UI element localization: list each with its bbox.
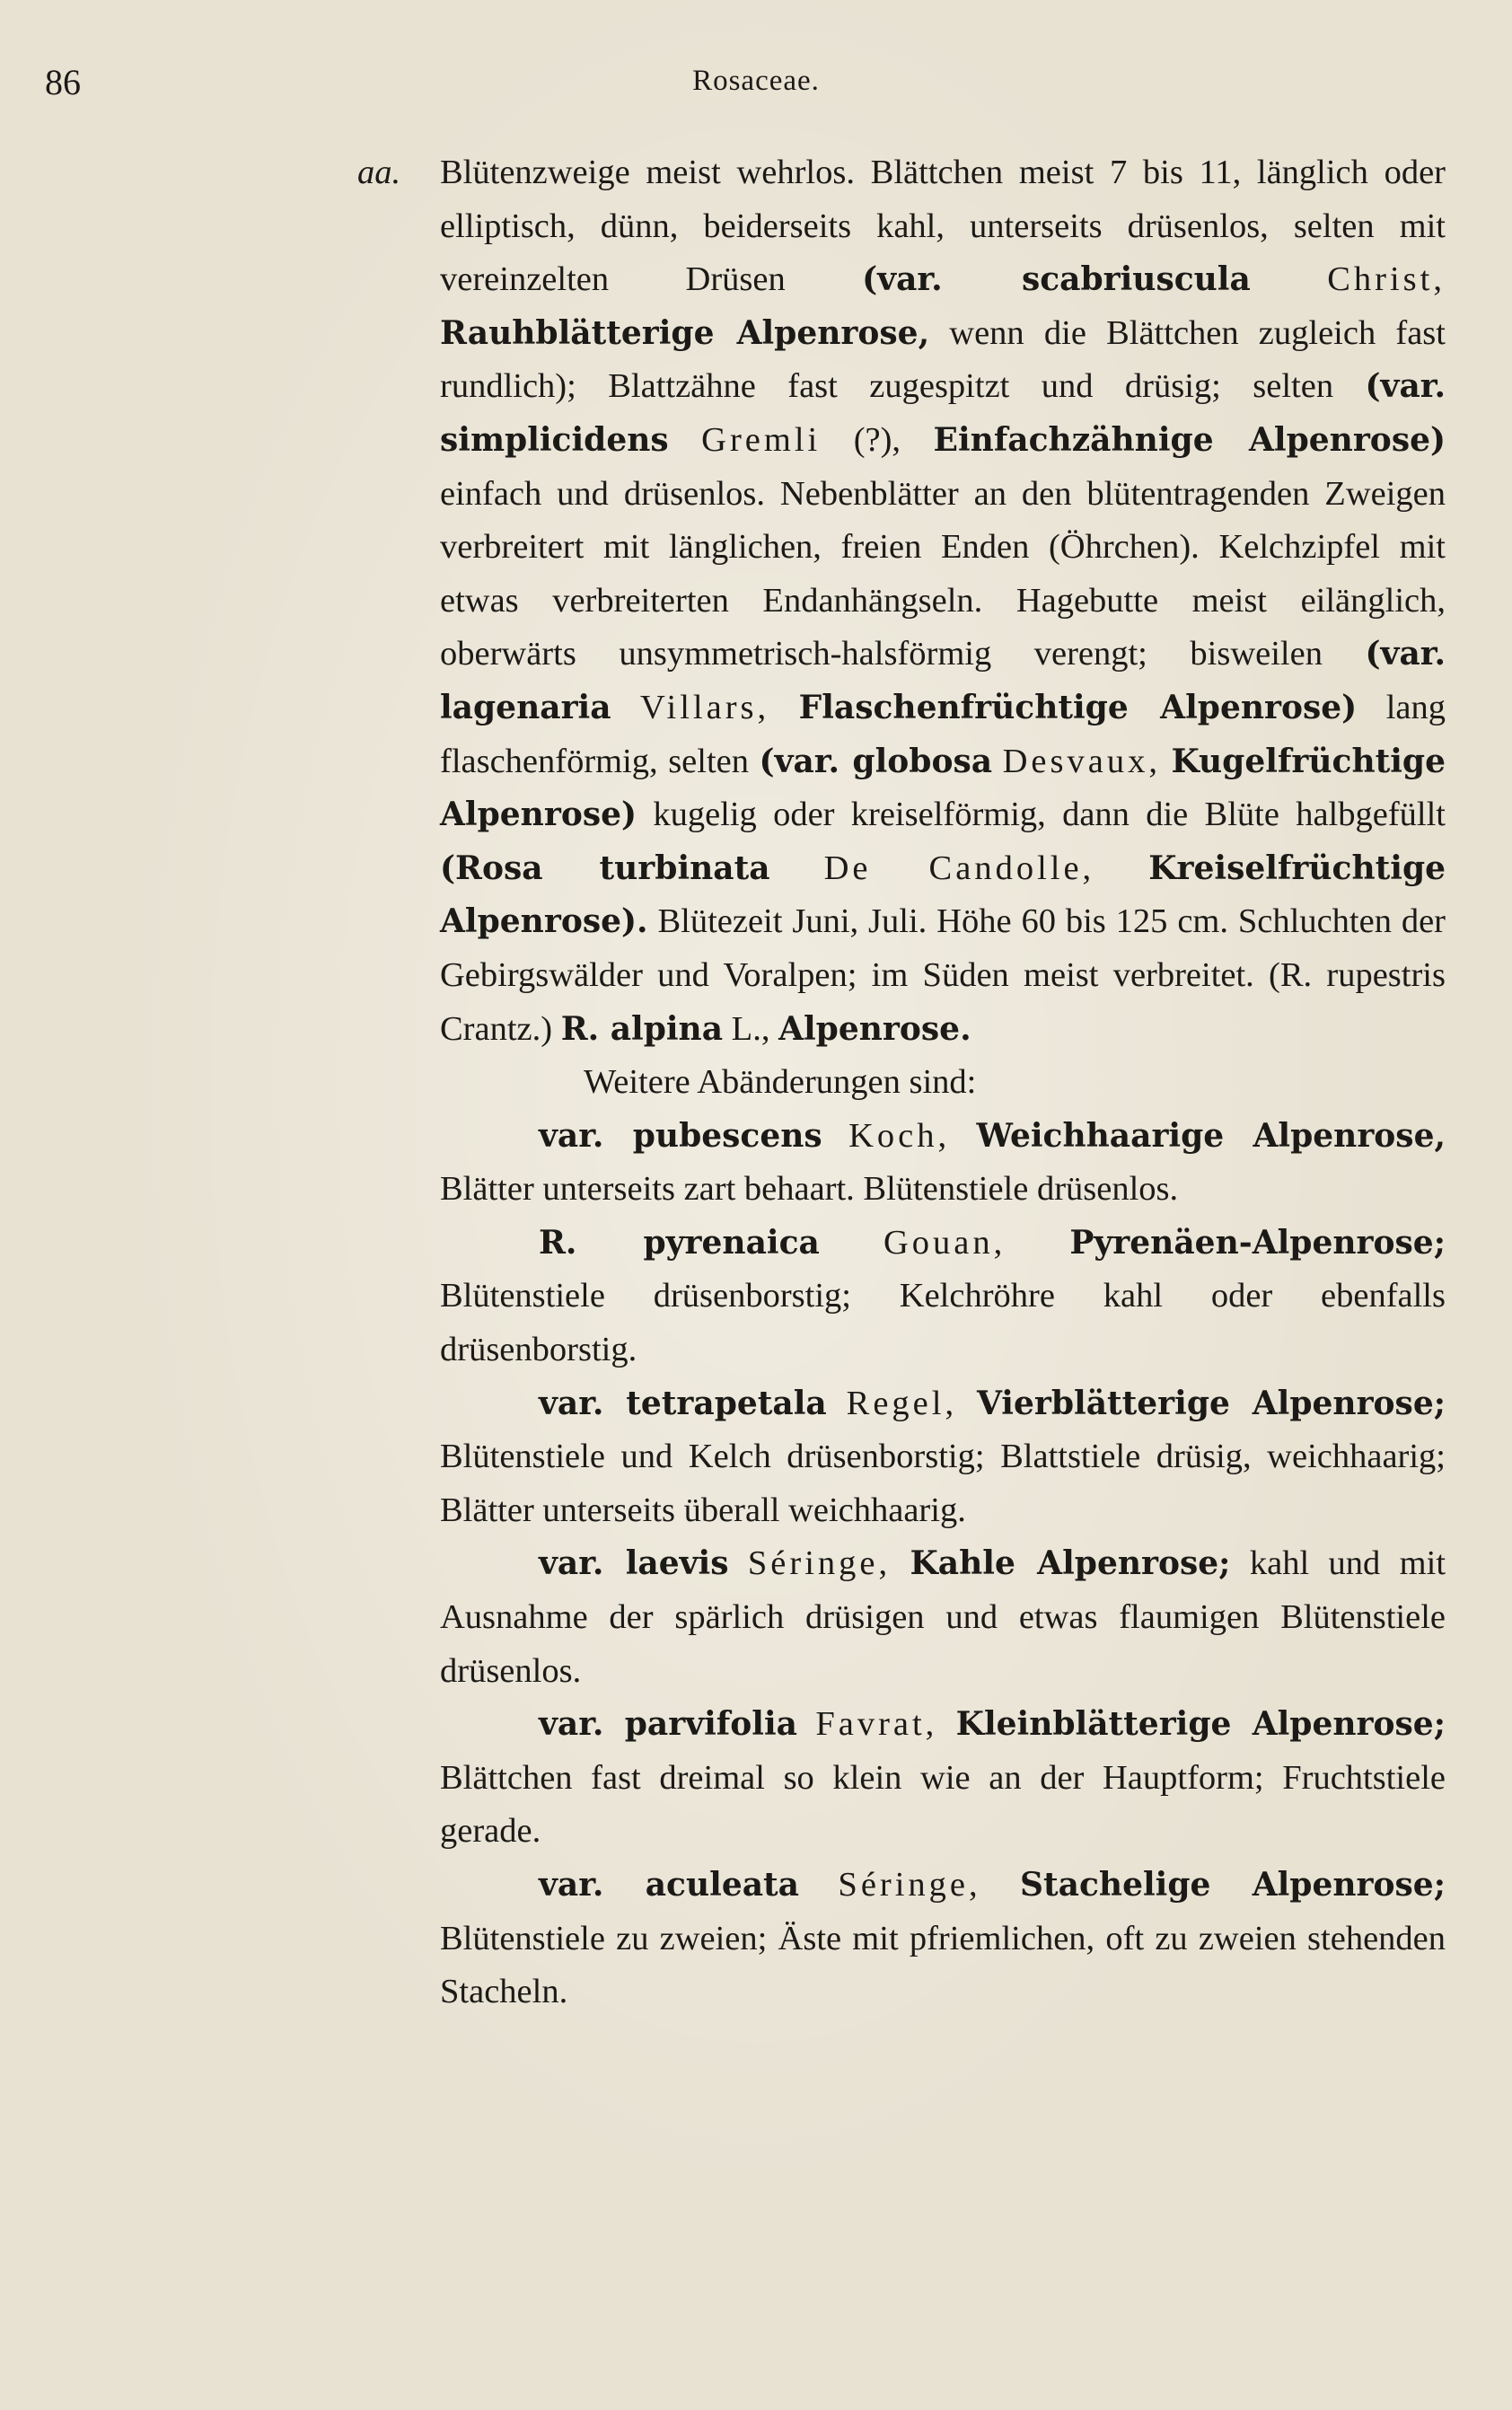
entry-text: wenn die Blättchen zugleich fast rundlich); Blattzähne fast zugespitzt und drüsig; selten — [440, 313, 1446, 406]
variety-name: (var. scabriuscula — [862, 260, 1251, 299]
entry-text: kugelig oder kreiselförmig, dann die Blüte halbgefüllt — [637, 796, 1446, 834]
entry-text: einfach und drüsenlos. Nebenblätter an den blütentragenden Zweigen verbreitert mit länglichen, freien Enden (Öhrchen). Kelchzipfel mit etwas verbreiterten Endanhängseln. Hagebutte meist eilänglich, oberwärts unsymmetrisch-halsförmig verengt; bisweilen — [440, 474, 1446, 673]
variety-name: (var. simplicidens — [440, 367, 1446, 459]
entry-aa — [357, 146, 1446, 1056]
entry-var-laevis — [440, 1537, 1446, 1698]
common-name: Kleinblätterige Alpenrose; — [955, 1705, 1446, 1744]
author-name: Desvaux, — [1002, 742, 1161, 780]
author-name: Koch, — [848, 1116, 951, 1155]
entry-marker: aa. — [357, 154, 401, 191]
species-name: R. pyrenaica — [539, 1223, 820, 1262]
author-name: De Candolle, — [823, 849, 1095, 887]
entry-var-pubescens — [440, 1110, 1446, 1217]
variety-name: var. parvifolia — [539, 1705, 797, 1744]
common-name: Alpenrose. — [778, 1009, 971, 1048]
entry-r-pyrenaica — [440, 1217, 1446, 1377]
entry-var-parvifolia — [440, 1698, 1446, 1859]
variants-intro: Weitere Abänderungen sind: — [584, 1063, 977, 1102]
page-number: 86 — [45, 62, 81, 102]
entry-text: Blätter unterseits zart behaart. Blütenstiele drüsenlos. — [440, 1170, 1179, 1209]
common-name: Kahle Alpenrose; — [910, 1544, 1231, 1583]
author-name: Villars, — [640, 688, 770, 726]
entry-text: L., — [723, 1009, 779, 1048]
author-name: Christ, — [1327, 260, 1446, 299]
common-name: Pyrenäen-Alpenrose; — [1069, 1223, 1446, 1262]
entry-text: lang flaschenförmig, selten — [440, 688, 1446, 780]
species-name: (Rosa turbinata — [440, 849, 770, 887]
variety-name: var. tetrapetala — [539, 1384, 827, 1422]
common-name: Stachelige Alpenrose; — [1020, 1866, 1446, 1904]
common-name: Weichhaarige Alpenrose, — [976, 1116, 1446, 1155]
species-name: R. alpina — [560, 1009, 724, 1048]
author-name: Séringe, — [747, 1544, 892, 1583]
entry-text: (?), — [821, 420, 934, 459]
page-header — [0, 54, 1512, 108]
variety-name: var. pubescens — [539, 1116, 822, 1155]
author-name: Favrat, — [815, 1705, 938, 1744]
entry-text: Blütenstiele drüsenborstig; Kelchröhre kahl oder ebenfalls drüsenborstig. — [440, 1277, 1446, 1369]
entry-text: Blütenstiele und Kelch drüsenborstig; Blattstiele drüsig, weichhaarig; Blätter unterseits überall weichhaarig. — [440, 1438, 1446, 1529]
variety-name: var. aculeata — [539, 1866, 800, 1904]
common-name: Kreiselfrüchtige Alpenrose). — [440, 849, 1446, 941]
entry-text: Blättchen fast dreimal so klein wie an der Hauptform; Fruchtstiele gerade. — [440, 1758, 1446, 1851]
entry-text: Blütezeit Juni, Juli. Höhe 60 bis 125 cm. Schluchten der Gebirgswälder und Voralpen; im Süden meist verbreitet. (R. rupestris Crantz.) — [440, 902, 1446, 1048]
author-name: Regel, — [846, 1384, 958, 1422]
entry-text: Blütenstiele zu zweien; Äste mit pfriemlichen, oft zu zweien stehenden Stacheln. — [440, 1919, 1446, 2011]
author-name: Gouan, — [883, 1223, 1007, 1262]
common-name: Rauhblätterige Alpenrose, — [440, 313, 930, 352]
author-name: Séringe, — [838, 1866, 981, 1904]
entry-text: kahl und mit Ausnahme der spärlich drüsigen und etwas flaumigen Blütenstiele drüsenlos. — [440, 1544, 1446, 1690]
entry-var-aculeata — [440, 1859, 1446, 2019]
author-name: Gremli — [701, 420, 822, 459]
variety-name: (var. lagenaria — [440, 635, 1446, 726]
entry-var-tetrapetala — [440, 1377, 1446, 1538]
running-head: Rosaceae. — [692, 65, 820, 97]
entry-text: Blütenzweige meist wehrlos. Blättchen meist 7 bis 11, länglich oder elliptisch, dünn, beiderseits kahl, unterseits drüsenlos, selten mit vereinzelten Drüsen — [440, 154, 1446, 299]
main-text — [357, 146, 1446, 2019]
common-name: Kugelfrüchtige Alpenrose) — [440, 742, 1446, 834]
common-name: Vierblätterige Alpenrose; — [977, 1384, 1446, 1422]
variety-name: (var. globosa — [759, 742, 993, 780]
variety-name: var. laevis — [539, 1544, 729, 1583]
common-name: Flaschenfrüchtige Alpenrose) — [798, 688, 1358, 726]
common-name: Einfachzähnige Alpenrose) — [933, 420, 1446, 459]
